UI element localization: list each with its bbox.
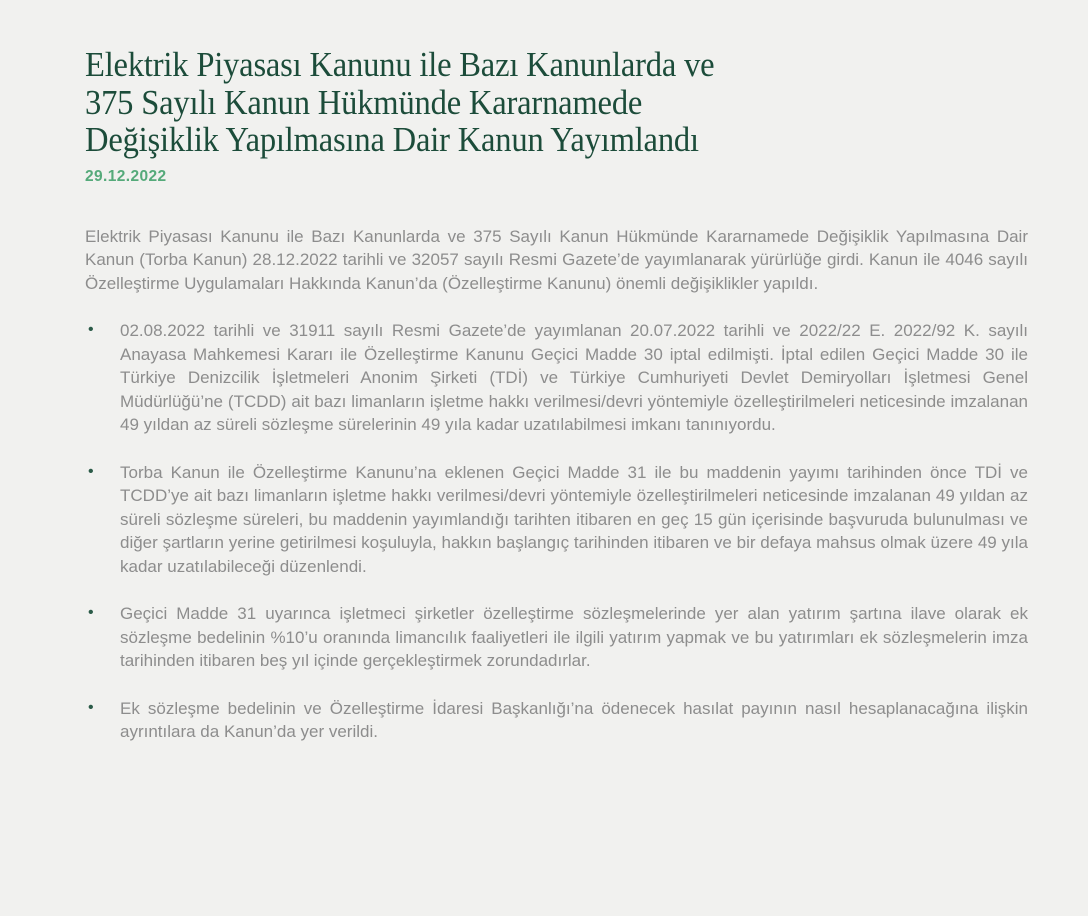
list-item	[85, 461, 1028, 579]
page-title-line-1: Elektrik Piyasası Kanunu ile Bazı Kanunlarda ve	[85, 45, 715, 84]
page-title-line-3: Değişiklik Yapılmasına Dair Kanun Yayımlandı	[85, 120, 699, 159]
bullet-icon: •	[88, 462, 94, 480]
bullet-icon: •	[88, 698, 94, 716]
list-item-text: Geçici Madde 31 uyarınca işletmeci şirketler özelleştirme sözleşmelerinde yer alan yatırım şartına ilave olarak ek sözleşme bedelinin %10’u oranında limancılık faaliyetleri ile ilgili yatırım yapmak ve bu yatırımları ek sözleşmelerin imza tarihinden itibaren beş yıl içinde gerçekleştirmek zorundadırlar.	[120, 604, 1028, 670]
list-item-text: Ek sözleşme bedelinin ve Özelleştirme İdaresi Başkanlığı’na ödenecek hasılat payının nasıl hesaplanacağına ilişkin ayrıntılara da Kanun’da yer verildi.	[120, 698, 1028, 741]
list-item	[85, 319, 1028, 437]
page-title	[85, 46, 962, 159]
list-item	[85, 602, 1028, 673]
page-title-line-2: 375 Sayılı Kanun Hükmünde Kararnamede	[85, 82, 643, 122]
list-item	[85, 697, 1028, 744]
list-item-text: Torba Kanun ile Özelleştirme Kanunu’na eklenen Geçici Madde 31 ile bu maddenin yayımı tarihinden önce TDİ ve TCDD’ye ait bazı limanların işletme hakkı verilmesi/devri yöntemiyle özelleştirilmeleri neticesinde imzalanan 49 yıldan az süreli sözleşme süreleri, bu maddenin yayımlandığı tarihten itibaren en geç 15 gün içerisinde başvuruda bulunulması ve diğer şartların yerine getirilmesi koşuluyla, hakkın başlangıç tarihinden itibaren ve bir defaya mahsus olmak üzere 49 yıla kadar uzatılabileceği düzenlendi.	[120, 462, 1028, 576]
bullet-list	[85, 319, 1028, 744]
bullet-icon: •	[88, 604, 94, 621]
list-item-text: 02.08.2022 tarihli ve 31911 sayılı Resmi Gazete’de yayımlanan 20.07.2022 tarihli ve 2022/22 E. 2022/92 K. sayılı Anayasa Mahkemesi Kararı ile Özelleştirme Kanunu Geçici Madde 30 iptal edilmişti. İptal edilen Geçici Madde 30 ile Türkiye Denizcilik İşletmeleri Anonim Şirketi (TDİ) ve Türkiye Cumhuriyeti Devlet Demiryolları İşletmesi Genel Müdürlüğü’ne (TCDD) ait bazı limanların işletme hakkı verilmesi/devri yöntemiyle özelleştirilmeleri neticesinde imzalanan 49 yıldan az süreli sözleşme sürelerinin 49 yıla kadar uzatılabilmesi imkanı tanınıyordu.	[120, 321, 1028, 434]
publish-date: 29.12.2022	[85, 167, 167, 185]
bullet-icon: •	[88, 321, 94, 338]
intro-paragraph: Elektrik Piyasası Kanunu ile Bazı Kanunlarda ve 375 Sayılı Kanun Hükmünde Kararnamede Değişiklik Yapılmasına Dair Kanun (Torba Kanun) 28.12.2022 tarihli ve 32057 sayılı Resmi Gazete’de yayımlanarak yürürlüğe girdi. Kanun ile 4046 sayılı Özelleştirme Uygulamaları Hakkında Kanun’da (Özelleştirme Kanunu) önemli değişiklikler yapıldı.	[85, 226, 1028, 293]
